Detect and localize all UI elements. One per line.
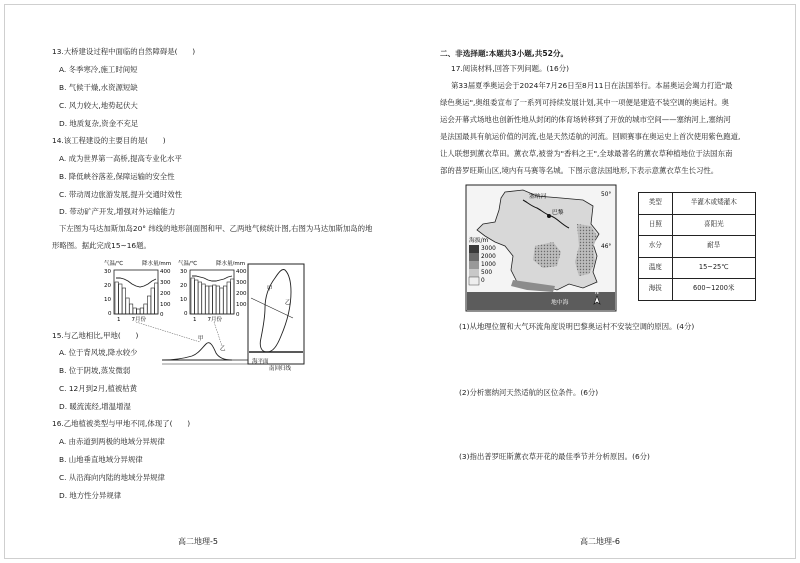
q14-option-c: C. 带动周边旅游发展,提升交通时效性 bbox=[59, 190, 183, 199]
svg-text:200: 200 bbox=[236, 291, 247, 297]
climate-left-precip-ticks bbox=[160, 269, 171, 318]
svg-text:300: 300 bbox=[160, 280, 171, 286]
svg-text:3000: 3000 bbox=[481, 246, 496, 252]
q15-option-c: C. 12月到2月,植被枯黄 bbox=[59, 384, 138, 393]
svg-text:0: 0 bbox=[160, 312, 164, 318]
svg-text:30: 30 bbox=[104, 269, 111, 275]
paris-label: 巴黎 bbox=[552, 210, 564, 216]
q16-stem: 16.乙地植被类型与甲地不同,体现了( ) bbox=[52, 419, 191, 428]
q16-option-d: D. 地方性分异规律 bbox=[59, 491, 122, 500]
table-row: 类型 半灌木或矮灌木 bbox=[639, 193, 756, 215]
question-17-3: (3)指出普罗旺斯薰衣草开花的最佳季节并分析原因。(6分) bbox=[459, 452, 650, 461]
footer-page-6: 高二地理-6 bbox=[580, 537, 620, 546]
tropic-label: 南回归线 bbox=[269, 366, 292, 372]
material-line-2: 绿色奥运",奥组委宣布了一系列可持续发展计划,其中一项便是建造不装空调的奥运村。奥 bbox=[440, 98, 729, 107]
climate-right-precip-bars bbox=[191, 278, 234, 314]
intro-line-2: 形略图。据此完成15~16题。 bbox=[52, 241, 151, 250]
q16-option-b: B. 山地垂直地域分异规律 bbox=[59, 455, 143, 464]
leader-line-right bbox=[214, 322, 222, 346]
map-label-jia: 甲 bbox=[267, 286, 273, 292]
section-title: 二、非选择题:本题共3小题,共52分。 bbox=[440, 49, 569, 58]
france-relief-map bbox=[465, 184, 617, 312]
mediterranean-label: 地中海 bbox=[551, 300, 569, 306]
climate-left-frame bbox=[114, 270, 158, 314]
table-row: 水分 耐旱 bbox=[639, 236, 756, 258]
lat-50-label: 50° bbox=[601, 192, 612, 198]
svg-text:1000: 1000 bbox=[481, 262, 496, 268]
footer-page-5: 高二地理-5 bbox=[178, 537, 218, 546]
svg-text:200: 200 bbox=[160, 291, 171, 297]
material-line-1: 第33届夏季奥运会于2024年7月26日至8月11日在法国举行。本届奥运会竭力打造"最 bbox=[451, 81, 733, 90]
question-17-2: (2)分析塞纳河天然适航的区位条件。(6分) bbox=[459, 388, 599, 397]
climate-left-months: 1 7月份 bbox=[117, 317, 146, 323]
climate-left-precip-bars bbox=[115, 282, 158, 314]
q16-option-c: C. 从沿海向内陆的地域分异规律 bbox=[59, 473, 165, 482]
svg-text:2000: 2000 bbox=[481, 254, 496, 260]
material-line-6: 部的普罗旺斯山区,境内有马赛等名城。下图示意法国地形,下表示意薰衣草生长习性。 bbox=[440, 166, 719, 175]
q15-option-b: B. 位于阴坡,蒸发微弱 bbox=[59, 366, 131, 375]
mediterranean-band bbox=[467, 292, 615, 310]
q14-option-d: D. 带动矿产开发,增强对外运输能力 bbox=[59, 207, 176, 216]
q15-option-a: A. 位于背风坡,降水较少 bbox=[59, 348, 138, 357]
svg-text:300: 300 bbox=[236, 280, 247, 286]
climate-right-temp-ticks bbox=[180, 269, 188, 317]
svg-text:100: 100 bbox=[160, 302, 171, 308]
material-line-5: 让人联想到薰衣草田。薰衣草,被誉为"香料之王",全球最著名的薰衣草种植地位于法国东南 bbox=[440, 149, 733, 158]
q14-option-a: A. 成为世界第一高桥,提高专业化水平 bbox=[59, 154, 182, 163]
q13-option-d: D. 地质复杂,资金不充足 bbox=[59, 119, 139, 128]
q13-stem: 13.大桥建设过程中面临的自然障碍是( ) bbox=[52, 47, 196, 56]
svg-text:10: 10 bbox=[180, 297, 187, 303]
q13-option-c: C. 风力较大,地势起伏大 bbox=[59, 101, 138, 110]
table-row: 日照 喜阳光 bbox=[639, 214, 756, 236]
q15-stem: 15.与乙地相比,甲地( ) bbox=[52, 331, 139, 340]
climate-right-months: 1 7月份 bbox=[193, 317, 222, 323]
table-row: 温度 15~25℃ bbox=[639, 257, 756, 279]
svg-text:100: 100 bbox=[236, 302, 247, 308]
profile-label-yi: 乙 bbox=[220, 346, 226, 352]
paris-marker bbox=[547, 214, 551, 218]
q13-option-a: A. 冬季寒冷,施工时间短 bbox=[59, 65, 138, 74]
q15-option-d: D. 暖流流经,增温增湿 bbox=[59, 402, 131, 411]
madagascar-map bbox=[247, 256, 309, 378]
climate-right-precip-label: 降水量/mm bbox=[216, 261, 246, 267]
q17-title: 17.阅读材料,回答下列问题。(16分) bbox=[451, 64, 569, 73]
svg-text:10: 10 bbox=[104, 297, 111, 303]
sea-level-label: 海平面 bbox=[252, 359, 269, 365]
svg-text:0: 0 bbox=[236, 312, 240, 318]
svg-text:400: 400 bbox=[160, 269, 171, 275]
profile-label-jia: 甲 bbox=[198, 336, 204, 342]
madagascar-island bbox=[260, 269, 291, 352]
material-line-4: 是法国最具有航运价值的河流,也是天然适航的河流。回顾赛事在奥运史上首次使用紫色跑道, bbox=[440, 132, 741, 141]
material-line-3: 运会开幕式场地也创新性地从封闭的体育场转移到了开放的城市空间——塞纳河上,塞纳河 bbox=[440, 115, 731, 124]
lavender-habits-table bbox=[638, 192, 756, 301]
table-row: 海拔 600~1200米 bbox=[639, 279, 756, 301]
q13-option-b: B. 气候干燥,水资源短缺 bbox=[59, 83, 138, 92]
climate-left-precip-label: 降水量/mm bbox=[142, 261, 172, 267]
q16-option-a: A. 由赤道到两极的地域分异规律 bbox=[59, 437, 165, 446]
q14-option-b: B. 降低峡谷落差,保障运输的安全性 bbox=[59, 172, 175, 181]
svg-text:20: 20 bbox=[180, 283, 187, 289]
svg-text:30: 30 bbox=[180, 269, 187, 275]
climate-right-precip-ticks bbox=[236, 269, 247, 318]
q14-stem: 14.该工程建设的主要目的是( ) bbox=[52, 136, 166, 145]
svg-text:20: 20 bbox=[104, 283, 111, 289]
svg-text:0: 0 bbox=[481, 278, 485, 284]
svg-text:400: 400 bbox=[236, 269, 247, 275]
leader-line-left bbox=[136, 322, 200, 342]
lat-46-label: 46° bbox=[601, 244, 612, 250]
question-17-1: (1)从地理位置和大气环流角度说明巴黎奥运村不安装空调的原因。(4分) bbox=[459, 322, 695, 331]
intro-line-1: 下左图为马达加斯加岛20° 纬线的地形剖面图和甲、乙两地气候统计图,右图为马达加斯加岛的地 bbox=[59, 224, 373, 233]
climate-left-temp-label: 气温/℃ bbox=[104, 261, 124, 267]
climate-right-temp-label: 气温/℃ bbox=[178, 261, 198, 267]
svg-text:500: 500 bbox=[481, 270, 493, 276]
svg-text:N: N bbox=[595, 290, 599, 296]
climate-left-temp-ticks bbox=[104, 269, 112, 317]
map-label-yi: 乙 bbox=[285, 300, 291, 306]
seine-label: 塞纳河 bbox=[529, 194, 547, 200]
legend-title: 海拔/m bbox=[469, 238, 489, 244]
svg-text:0: 0 bbox=[108, 311, 112, 317]
svg-text:0: 0 bbox=[184, 311, 188, 317]
